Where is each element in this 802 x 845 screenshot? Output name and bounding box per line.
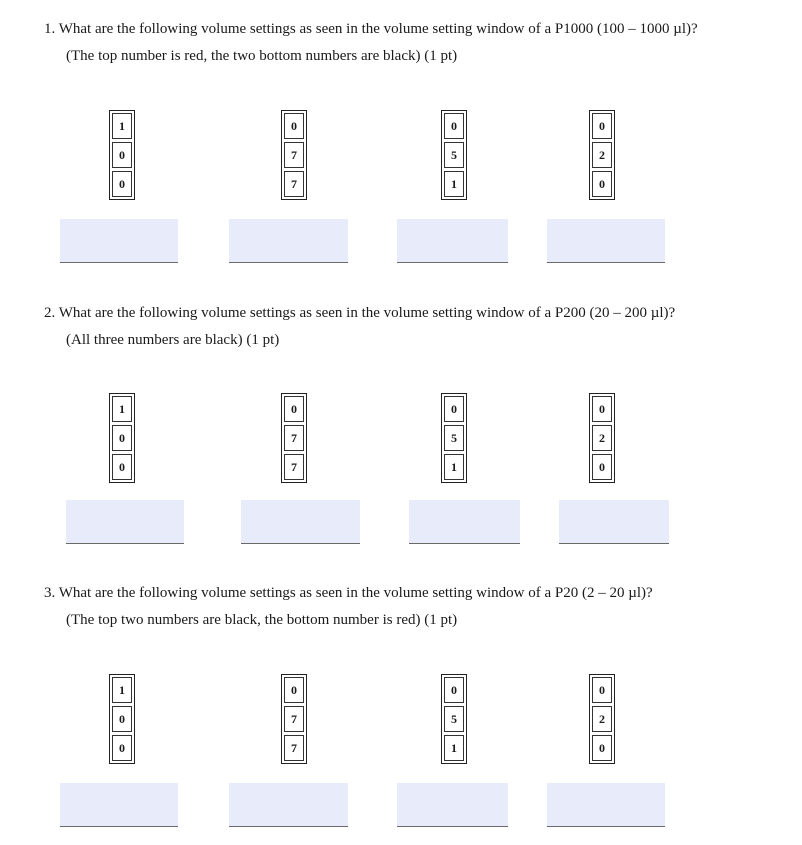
q3-answer-field-2[interactable] [229, 783, 348, 827]
digit-top: 0 [592, 396, 612, 422]
q1-dial-4 [589, 110, 615, 200]
q2-dial-3 [441, 393, 467, 483]
question-1-text [44, 16, 698, 70]
question-2-note: (All three numbers are black) (1 pt) [66, 332, 280, 348]
digit-bottom: 7 [284, 454, 304, 480]
q1-answer-field-1[interactable] [60, 219, 178, 263]
q2-answer-field-3[interactable] [409, 500, 520, 544]
digit-bottom: 1 [444, 454, 464, 480]
question-1-note: (The top number is red, the two bottom numbers are black) (1 pt) [66, 48, 458, 64]
digit-middle: 0 [112, 425, 132, 451]
digit-bottom: 0 [592, 454, 612, 480]
q1-answer-field-2[interactable] [229, 219, 348, 263]
digit-middle: 7 [284, 142, 304, 168]
digit-middle: 5 [444, 425, 464, 451]
digit-middle: 5 [444, 142, 464, 168]
q3-dial-4 [589, 674, 615, 764]
digit-top: 0 [284, 677, 304, 703]
digit-middle: 0 [112, 142, 132, 168]
digit-top: 0 [444, 113, 464, 139]
digit-bottom: 1 [444, 171, 464, 197]
q1-dial-2 [281, 110, 307, 200]
digit-middle: 5 [444, 706, 464, 732]
q3-answer-field-1[interactable] [60, 783, 178, 827]
digit-top: 0 [592, 113, 612, 139]
digit-top: 0 [284, 113, 304, 139]
digit-bottom: 7 [284, 171, 304, 197]
question-3-note: (The top two numbers are black, the bottom number is red) (1 pt) [66, 612, 458, 628]
digit-middle: 7 [284, 425, 304, 451]
digit-top: 1 [112, 677, 132, 703]
digit-top: 0 [444, 396, 464, 422]
digit-top: 0 [592, 677, 612, 703]
digit-bottom: 0 [112, 171, 132, 197]
q1-answer-field-4[interactable] [547, 219, 665, 263]
digit-top: 1 [112, 396, 132, 422]
q1-answer-field-3[interactable] [397, 219, 508, 263]
q3-dial-3 [441, 674, 467, 764]
digit-middle: 2 [592, 425, 612, 451]
digit-bottom: 0 [592, 171, 612, 197]
question-3-text [44, 580, 653, 634]
q2-answer-field-2[interactable] [241, 500, 360, 544]
q3-dial-2 [281, 674, 307, 764]
digit-top: 0 [284, 396, 304, 422]
question-3-prompt: 3. What are the following volume settings as seen in the volume setting window of a P20 (2 – 20 µl)? [44, 585, 653, 601]
q2-answer-field-1[interactable] [66, 500, 184, 544]
q1-dial-3 [441, 110, 467, 200]
question-2-prompt: 2. What are the following volume settings as seen in the volume setting window of a P200 (20 – 200 µl)? [44, 305, 676, 321]
digit-bottom: 7 [284, 735, 304, 761]
digit-top: 1 [112, 113, 132, 139]
digit-top: 0 [444, 677, 464, 703]
digit-middle: 0 [112, 706, 132, 732]
digit-middle: 2 [592, 142, 612, 168]
q1-dial-1 [109, 110, 135, 200]
digit-middle: 2 [592, 706, 612, 732]
digit-bottom: 0 [112, 735, 132, 761]
q3-answer-field-4[interactable] [547, 783, 665, 827]
digit-bottom: 1 [444, 735, 464, 761]
q2-answer-field-4[interactable] [559, 500, 669, 544]
digit-bottom: 0 [592, 735, 612, 761]
q3-answer-field-3[interactable] [397, 783, 508, 827]
digit-middle: 7 [284, 706, 304, 732]
digit-bottom: 0 [112, 454, 132, 480]
question-1-prompt: 1. What are the following volume settings as seen in the volume setting window of a P1000 (100 – 1000 µl)? [44, 21, 698, 37]
q3-dial-1 [109, 674, 135, 764]
q2-dial-2 [281, 393, 307, 483]
q2-dial-1 [109, 393, 135, 483]
question-2-text [44, 300, 675, 354]
q2-dial-4 [589, 393, 615, 483]
